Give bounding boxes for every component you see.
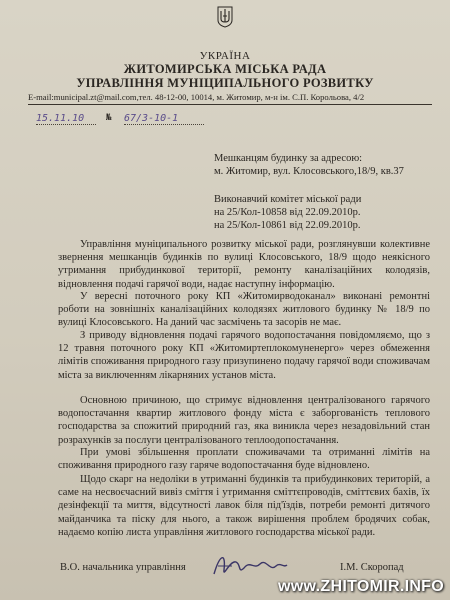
paragraph-intro: Управління муніципального розвитку міської ради, розглянувши колективне звернення мешканців будинків по вулиці Клосовського, 18/9 щодо неякісного утримання прибудинкової території, ремонту каналізаційних колодязів, відновлення подачі гарячої води, надає наступну інформацію. bbox=[58, 239, 430, 290]
site-watermark: www.ZHITOMIR.INFO bbox=[278, 578, 444, 595]
trident-coat-of-arms-icon bbox=[217, 6, 233, 28]
department-name: УПРАВЛІННЯ МУНІЦИПАЛЬНОГО РОЗВИТКУ bbox=[76, 76, 374, 90]
reference-2: на 25/Кол-10861 від 22.09.2010р. bbox=[214, 220, 361, 231]
date-dotted-line bbox=[36, 124, 96, 125]
reference-1: на 25/Кол-10858 від 22.09.2010р. bbox=[214, 207, 361, 218]
contact-line: E-mail:municipal.zt@mail.com,тел. 48-12-00, 10014, м. Житомир, м-н ім. С.П. Корольова, 4/2 bbox=[28, 92, 432, 105]
addressee-line-2: м. Житомир, вул. Клосовського,18/9, кв.37 bbox=[214, 166, 404, 177]
registration-number: 67/3-10-1 bbox=[124, 113, 179, 124]
council-name: ЖИТОМИРСЬКА МІСЬКА РАДА bbox=[123, 62, 327, 76]
number-dotted-line bbox=[124, 124, 204, 125]
registration-date: 15.11.10 bbox=[36, 113, 85, 124]
paragraph-sewage: У вересні поточного року КП «Житомирводоканал» виконані ремонтні роботи на зовнішніх каналізаційних колодязях житлового будинку № 18/9 по вулиці Клосовського. На даний час засмічень та засорів не має. bbox=[58, 291, 430, 329]
executive-committee: Виконавчий комітет міської ради bbox=[214, 194, 362, 205]
paragraph-complaints: Щодо скарг на недоліки в утриманні будинків та прибудинкових територій, а саме на несвоєчасний вивіз сміття і утримання сміттєпроводів, сміттєвих бахів, їх дезінфекції та миття, відсутності лавок біля під'їздів, потреби ремонті дитячого майданчика та піску для нього, а також вирішення проблем бродячих собак, надаємо копію листа управління житлового господарства міської ради. bbox=[58, 474, 430, 538]
paragraph-reason: Основною причиною, що стримує відновлення централізованого гарячого водопостачання квартир житлового фонду міста є заборгованість теплового господарства за спожитий природний газ, яка виникла через незадовільний стан розрахунків за послуги централізованого теплоодопостачання. bbox=[58, 395, 430, 446]
handwritten-signature bbox=[210, 548, 290, 582]
paragraph-hot-water: З приводу відновлення подачі гарячого водопостачання повідомляємо, що з 12 травня поточного року КП «Житомиртеплокомуненерго» через обмеження лімітів споживання природного газу призупинено подачу гарячої води споживачам міста за виключенням лікарняних установ міста. bbox=[58, 330, 430, 381]
addressee-line-1: Мешканцям будинку за адресою: bbox=[214, 153, 363, 164]
paragraph-restoration: При умові збільшення проплати споживачами та отриманні лімітів на споживання природного газу гаряче водопостачання буде відновлено. bbox=[58, 447, 430, 472]
number-sign: № bbox=[106, 113, 112, 123]
country-name: УКРАЇНА bbox=[199, 50, 251, 62]
signatory-title: В.О. начальника управління bbox=[60, 562, 186, 573]
signatory-name: І.М. Скоропад bbox=[340, 562, 404, 573]
